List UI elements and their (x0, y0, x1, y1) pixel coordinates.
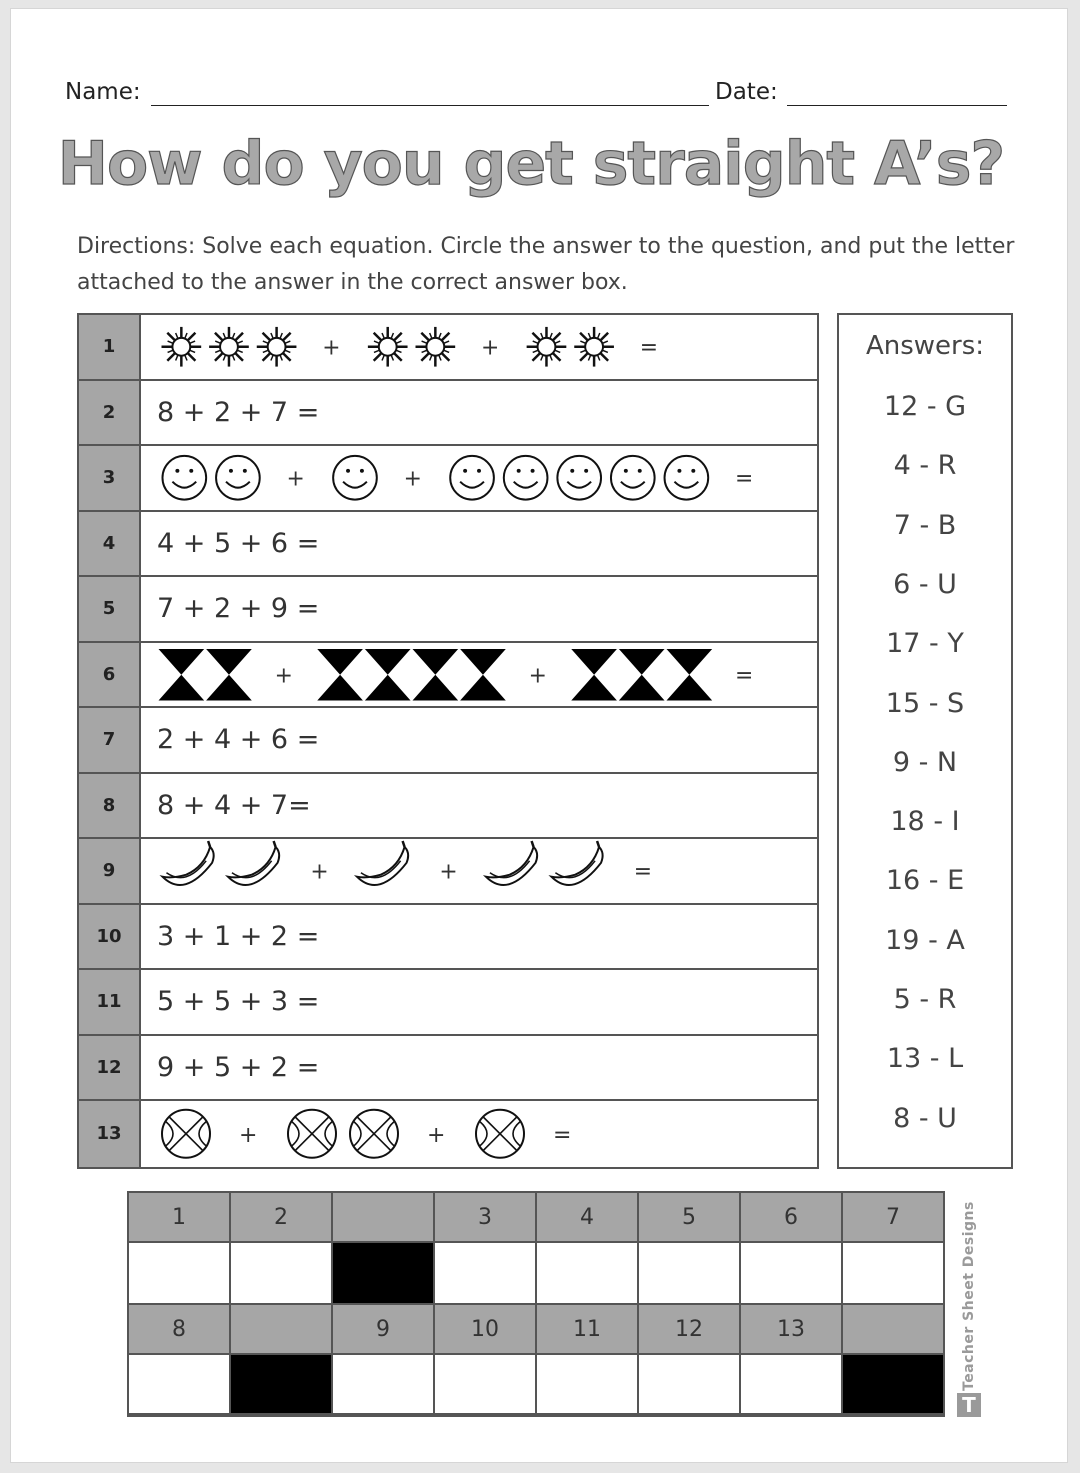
problem-row (79, 643, 817, 709)
grid-number-cell: 6 (741, 1193, 843, 1243)
plus-sign: + (439, 859, 458, 885)
problem-row (79, 1036, 817, 1102)
answer-choice[interactable]: 9 - N (892, 746, 958, 778)
grid-answer-box[interactable] (129, 1355, 231, 1415)
problem-row (79, 512, 817, 578)
problem-number: 12 (79, 1036, 141, 1100)
hourglass-icon (159, 648, 205, 700)
problem-number: 5 (79, 577, 141, 641)
picture-equation (143, 839, 815, 903)
plus-sign: + (310, 859, 329, 885)
problem-number: 7 (79, 708, 141, 772)
plus-sign: + (480, 335, 500, 361)
answer-choice[interactable]: 13 - L (886, 1043, 964, 1075)
answers-box (837, 313, 1013, 1169)
hourglass-icon (365, 648, 411, 700)
brand-watermark (957, 1195, 981, 1417)
smiley-icon (611, 456, 655, 500)
banana-icon (551, 841, 602, 885)
banana-icon (228, 841, 279, 885)
problem-number: 3 (79, 446, 141, 510)
equals-sign: = (633, 859, 653, 885)
smiley-icon (216, 456, 260, 500)
problem-number: 11 (79, 970, 141, 1034)
grid-number-cell: 1 (129, 1193, 231, 1243)
smiley-icon (665, 456, 709, 500)
equals-sign: = (553, 1122, 572, 1148)
plus-sign: + (274, 663, 293, 689)
equation-text: 9 + 5 + 2 = (157, 1051, 320, 1083)
grid-number-cell: 3 (435, 1193, 537, 1243)
name-label: Name: (65, 79, 141, 105)
answer-grid (127, 1191, 945, 1417)
sun-icon (209, 327, 249, 367)
answer-choice[interactable]: 4 - R (893, 450, 957, 482)
problem-row (79, 1101, 817, 1167)
problem-number: 10 (79, 905, 141, 969)
sun-icon (574, 327, 614, 367)
grid-number-cell: 13 (741, 1305, 843, 1355)
smiley-icon (162, 456, 206, 500)
picture-equation (143, 643, 815, 707)
worksheet-title: How do you get straight A’s? (57, 129, 1005, 199)
grid-number-cell: 10 (435, 1305, 537, 1355)
equation-text: 4 + 5 + 6 = (157, 527, 320, 559)
plus-sign: + (239, 1122, 258, 1148)
answer-choice[interactable]: 17 - Y (886, 628, 964, 660)
equation-text: 3 + 1 + 2 = (157, 920, 320, 952)
problem-row (79, 774, 817, 840)
answer-choice[interactable]: 12 - G (883, 391, 967, 422)
equation-text: 8 + 4 + 7= (157, 789, 311, 821)
equals-sign: = (734, 663, 754, 689)
problem-number: 2 (79, 381, 141, 445)
hourglass-icon (460, 648, 506, 700)
problem-row (79, 446, 817, 512)
problem-row (79, 839, 817, 905)
answer-choice[interactable]: 8 - U (893, 1102, 957, 1134)
equals-sign: = (639, 335, 659, 361)
brand-logo-icon: T (957, 1393, 981, 1417)
grid-blank-space (333, 1243, 435, 1305)
grid-number-cell: 9 (333, 1305, 435, 1355)
grid-answer-box[interactable] (639, 1355, 741, 1415)
grid-answer-box[interactable] (843, 1243, 943, 1305)
plus-sign: + (403, 466, 422, 492)
answer-choice[interactable]: 19 - A (885, 924, 965, 956)
answers-title: Answers: (865, 331, 985, 361)
problem-row (79, 381, 817, 447)
answer-choice[interactable]: 16 - E (885, 865, 965, 897)
problem-number: 4 (79, 512, 141, 576)
smiley-icon (504, 456, 548, 500)
problem-row (79, 970, 817, 1036)
plus-sign: + (286, 466, 305, 492)
sun-icon (416, 327, 456, 367)
answer-choice[interactable]: 6 - U (893, 568, 957, 600)
plus-sign: + (528, 663, 547, 689)
problem-row (79, 708, 817, 774)
picture-equation (143, 315, 815, 379)
grid-answer-box[interactable] (741, 1243, 843, 1305)
grid-answer-box[interactable] (741, 1355, 843, 1415)
problem-number: 9 (79, 839, 141, 903)
problem-number: 1 (79, 315, 141, 379)
grid-number-cell: 8 (129, 1305, 231, 1355)
hourglass-icon (317, 648, 363, 700)
problem-number: 8 (79, 774, 141, 838)
problem-row (79, 905, 817, 971)
grid-answer-box[interactable] (537, 1355, 639, 1415)
answer-choice[interactable]: 18 - I (890, 806, 960, 838)
grid-number-cell: 2 (231, 1193, 333, 1243)
sun-icon (527, 327, 567, 367)
name-write-line[interactable] (151, 105, 709, 106)
sun-icon (162, 327, 202, 367)
sun-icon (257, 327, 297, 367)
equals-sign: = (734, 466, 754, 492)
grid-number-cell: 11 (537, 1305, 639, 1355)
problems-table (77, 313, 819, 1169)
brand-text: Teacher Sheet Designs (961, 1201, 977, 1391)
banana-icon (486, 841, 537, 885)
hourglass-icon (571, 648, 617, 700)
basketball-icon (288, 1110, 336, 1158)
grid-answer-box[interactable] (333, 1355, 435, 1415)
grid-answer-box[interactable] (435, 1243, 537, 1305)
grid-number-cell (333, 1193, 435, 1243)
smiley-icon (450, 456, 494, 500)
smiley-icon (557, 456, 601, 500)
basketball-icon (162, 1110, 210, 1158)
grid-blank-space (843, 1355, 943, 1415)
grid-answer-box[interactable] (231, 1243, 333, 1305)
basketball-icon (350, 1110, 398, 1158)
answer-choice[interactable]: 5 - R (893, 984, 957, 1015)
grid-answer-box[interactable] (435, 1355, 537, 1415)
equation-text: 2 + 4 + 6 = (157, 724, 320, 756)
problem-row (79, 577, 817, 643)
worksheet-page (10, 8, 1068, 1463)
grid-blank-space (231, 1355, 333, 1415)
problem-number: 13 (79, 1101, 141, 1167)
banana-icon (357, 841, 408, 885)
directions-text: Directions: Solve each equation. Circle the answer to the question, and put the letter attached to the answer in the correct answer box. (77, 234, 1015, 295)
grid-number-cell (231, 1305, 333, 1355)
answer-choice[interactable]: 15 - S (885, 687, 965, 719)
grid-number-cell (843, 1305, 943, 1355)
hourglass-icon (667, 648, 713, 700)
grid-answer-box[interactable] (129, 1243, 231, 1305)
hourglass-icon (206, 648, 252, 700)
picture-equation (143, 1101, 815, 1167)
equation-text: 8 + 2 + 7 = (157, 396, 320, 428)
sun-icon (368, 327, 408, 367)
answer-choice[interactable]: 7 - B (893, 509, 957, 541)
basketball-icon (476, 1110, 524, 1158)
hourglass-icon (413, 648, 459, 700)
plus-sign: + (322, 335, 341, 361)
banana-icon (162, 841, 213, 885)
hourglass-icon (619, 648, 665, 700)
date-label: Date: (715, 79, 778, 105)
problem-number: 6 (79, 643, 141, 707)
grid-number-cell: 7 (843, 1193, 943, 1243)
grid-answer-box[interactable] (537, 1243, 639, 1305)
grid-number-cell: 5 (639, 1193, 741, 1243)
grid-answer-box[interactable] (639, 1243, 741, 1305)
problem-row (79, 315, 817, 381)
grid-number-cell: 4 (537, 1193, 639, 1243)
smiley-icon (333, 456, 377, 500)
equation-text: 7 + 2 + 9 = (157, 593, 320, 625)
plus-sign: + (427, 1122, 446, 1148)
picture-equation (143, 446, 815, 510)
grid-number-cell: 12 (639, 1305, 741, 1355)
equation-text: 5 + 5 + 3 = (157, 986, 320, 1018)
date-write-line[interactable] (787, 105, 1007, 106)
